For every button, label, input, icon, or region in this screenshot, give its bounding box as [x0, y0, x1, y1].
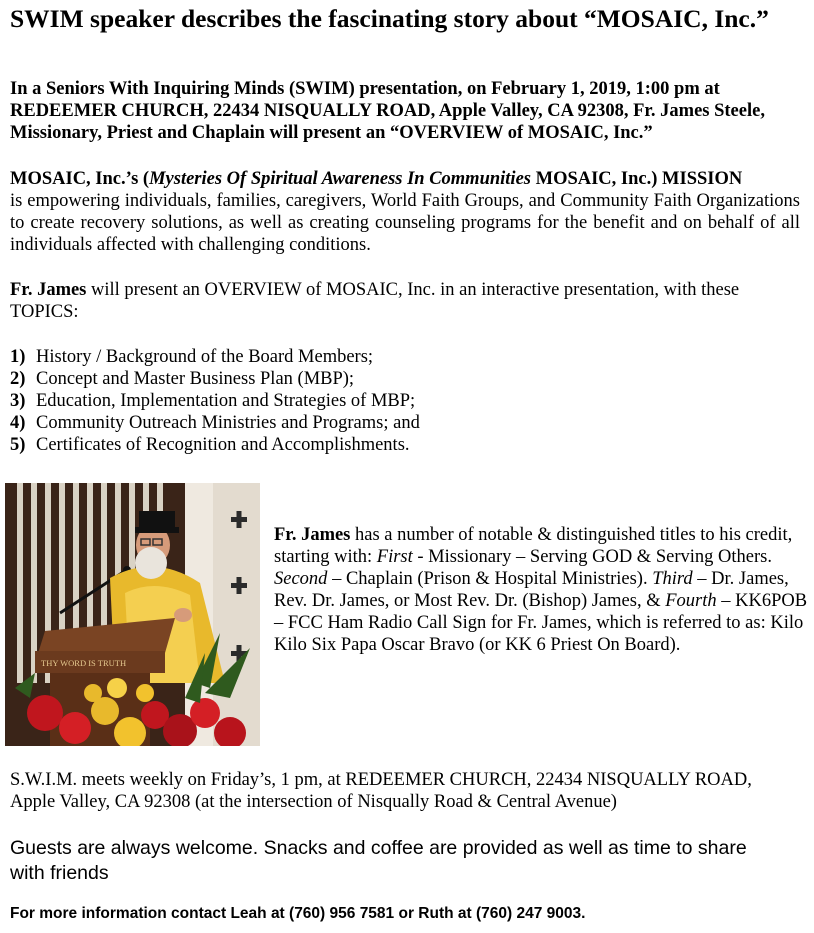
topic-text: Certificates of Recognition and Accomplishments. [36, 435, 410, 455]
intro-paragraph [10, 78, 810, 144]
topic-number: 4) [10, 413, 26, 433]
podium-inscription: THY WORD IS TRUTH [41, 658, 127, 668]
bio-part-5: – KK6POB – FCC Ham Radio Call Sign for Fr. James, which is referred to as: Kilo Kilo Six Papa Oscar Bravo (or KK 6 Priest On Board). [274, 591, 808, 655]
mission-paragraph [10, 168, 800, 256]
topic-number: 2) [10, 369, 26, 389]
meeting-line-1: S.W.I.M. meets weekly on Friday’s, 1 pm, at REDEEMER CHURCH, 22434 NISQUALLY ROAD, [10, 770, 752, 790]
overview-speaker: Fr. James [10, 280, 87, 300]
bio-third-label: Third [652, 569, 693, 589]
bio-part-3: – Chaplain (Prison & Hospital Ministries). [327, 569, 653, 589]
bio-first-label: First [376, 547, 413, 567]
bio-speaker: Fr. James [274, 525, 351, 545]
mission-lead-1: MOSAIC, Inc.’s ( [10, 169, 150, 189]
page-title: SWIM speaker describes the fascinating story about “MOSAIC, Inc.” [10, 4, 769, 33]
guests-note: Guests are always welcome. Snacks and coffee are provided as well as time to share with friends [10, 837, 747, 884]
meeting-info [10, 769, 810, 813]
topic-item [10, 346, 800, 368]
contact-info: For more information contact Leah at (760) 956 7581 or Ruth at (760) 247 9003. [10, 905, 586, 922]
meeting-line-2: Apple Valley, CA 92308 (at the intersection of Nisqually Road & Central Avenue) [10, 792, 617, 812]
topic-text: Concept and Master Business Plan (MBP); [36, 369, 355, 389]
overview-paragraph [10, 279, 800, 323]
topics-list [10, 346, 800, 456]
mission-lead-2: MOSAIC, Inc.) MISSION [530, 169, 743, 189]
intro-line-1: In a Seniors With Inquiring Minds (SWIM) presentation, on February 1, 2019, 1:00 pm at [10, 79, 720, 99]
topic-item [10, 368, 800, 390]
bio-second-label: Second [274, 569, 328, 589]
topic-item [10, 390, 800, 412]
topic-text: Education, Implementation and Strategies of MBP; [36, 391, 416, 411]
bio-part-4: – Dr. James, Rev. Dr. James, or Most Rev. Dr. (Bishop) James, & [274, 569, 789, 611]
mission-body: is empowering individuals, families, caregivers, World Faith Groups, and Community Faith Organizations to create recovery solutions, as well as creating counseling programs for the benefit and on behalf of all individuals affected with challenging conditions. [10, 191, 800, 255]
topic-item [10, 434, 800, 456]
intro-line-3: Missionary, Priest and Chaplain will present an “OVERVIEW of MOSAIC, Inc.” [10, 123, 653, 143]
topic-number: 5) [10, 435, 26, 455]
intro-line-2: REDEEMER CHURCH, 22434 NISQUALLY ROAD, Apple Valley, CA 92308, Fr. James Steele, [10, 101, 765, 121]
bio-fourth-label: Fourth [665, 591, 717, 611]
topic-text: Community Outreach Ministries and Programs; and [36, 413, 420, 433]
topic-number: 1) [10, 347, 26, 367]
topic-text: History / Background of the Board Members; [36, 347, 374, 367]
bio-part-1: has a number of notable & distinguished titles to his credit, starting with: [274, 525, 793, 567]
bio-part-2: - Missionary – Serving GOD & Serving Others. [412, 547, 772, 567]
speaker-photo-illustration [5, 483, 260, 746]
mission-acronym: Mysteries Of Spiritual Awareness In Communities [149, 169, 531, 189]
speaker-photo [5, 483, 260, 746]
topic-number: 3) [10, 391, 26, 411]
speaker-bio [274, 524, 814, 656]
overview-text: will present an OVERVIEW of MOSAIC, Inc. in an interactive presentation, with these TOPICS: [10, 280, 740, 322]
topic-item [10, 412, 800, 434]
